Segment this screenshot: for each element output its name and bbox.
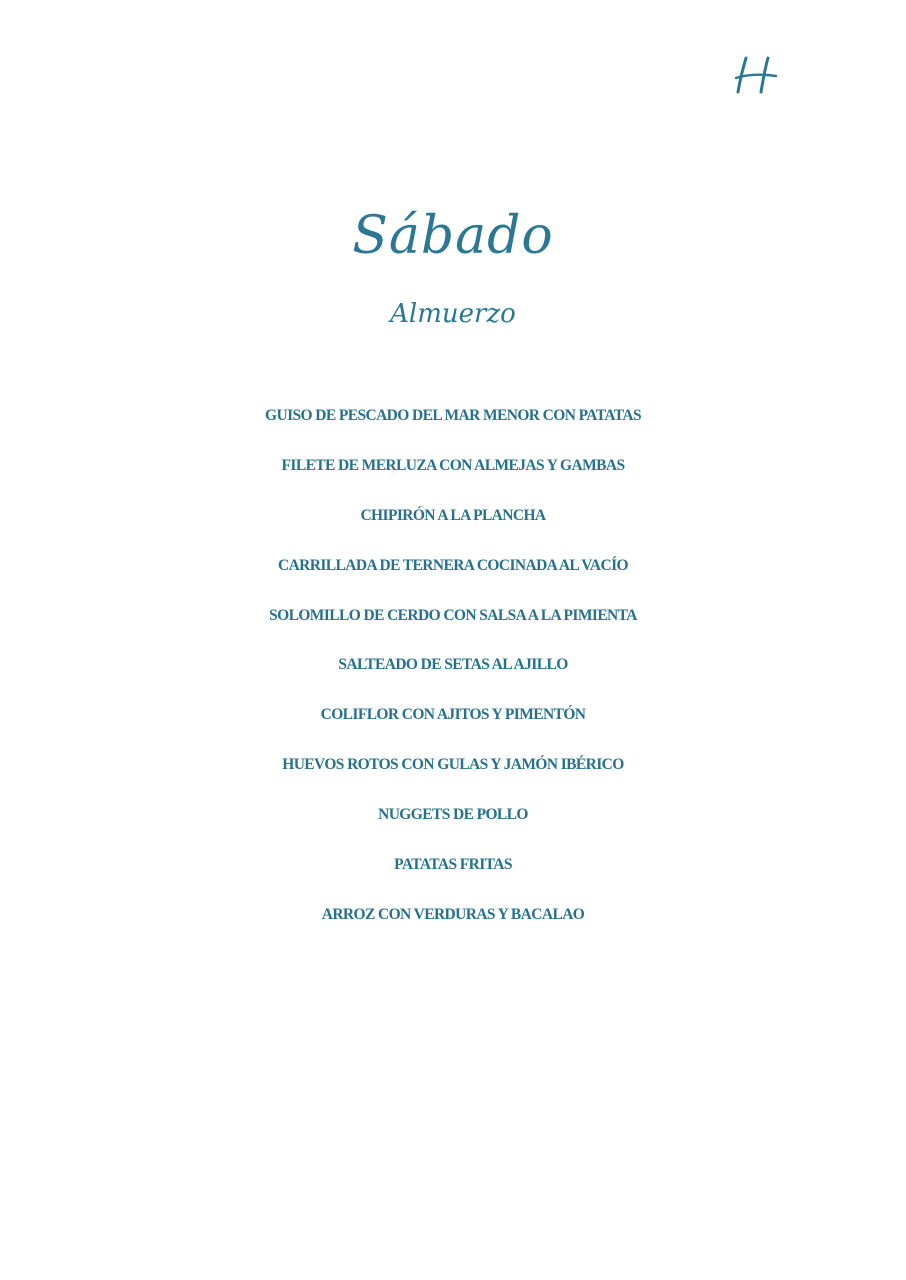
- meal-title: Almuerzo: [390, 299, 516, 329]
- menu-item: ARROZ CON VERDURAS Y BACALAO: [321, 905, 585, 923]
- menu-item: NUGGETS DE POLLO: [378, 806, 528, 824]
- menu-item: SOLOMILLO DE CERDO CON SALSA A LA PIMIENTA: [269, 606, 637, 624]
- menu-item: CARRILLADA DE TERNERA COCINADA AL VACÍO: [278, 556, 628, 574]
- menu-item: PATATAS FRITAS: [394, 856, 512, 874]
- day-title: Sábado: [352, 206, 554, 266]
- script-h-monogram-icon: [732, 52, 780, 100]
- menu-item: SALTEADO DE SETAS AL AJILLO: [338, 656, 568, 674]
- menu-item: HUEVOS ROTOS CON GULAS Y JAMÓN IBÉRICO: [282, 756, 624, 774]
- menu-list: [0, 403, 906, 952]
- menu-item: GUISO DE PESCADO DEL MAR MENOR CON PATATAS: [265, 407, 641, 424]
- menu-item: COLIFLOR CON AJITOS Y PIMENTÓN: [320, 706, 586, 724]
- menu-item: FILETE DE MERLUZA CON ALMEJAS Y GAMBAS: [281, 456, 625, 474]
- menu-item: CHIPIRÓN A LA PLANCHA: [360, 506, 546, 524]
